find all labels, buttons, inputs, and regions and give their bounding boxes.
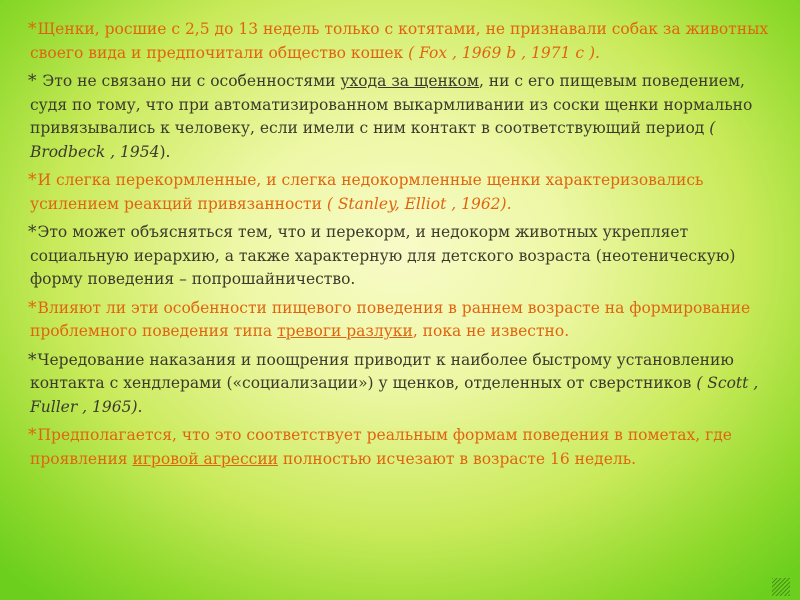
paragraph-text: Это не связано ни с особенностями	[37, 72, 341, 90]
paragraph-text: Влияют ли эти особенности пищевого поведения в раннем возрасте на формирование проблемного поведения типа	[30, 298, 751, 340]
bullet-asterisk-icon: *	[28, 349, 37, 370]
bullet-asterisk-icon: *	[28, 425, 37, 445]
citation: ( Scott , Fuller , 1965).	[30, 374, 759, 416]
paragraph-text: Это может объясняться тем, что и перекорм, и недокорм животных укрепляет социальную иерархию, а также характерную для детского возраста (неотеническую) форму поведения – попрошайничество.	[30, 223, 736, 288]
slide-text-body	[30, 18, 775, 476]
bullet-asterisk-icon: *	[28, 71, 37, 91]
paragraph-text: Щенки, росшие с 2,5 до 13 недель только с котятами, не признавали собак за животных своего вида и предпочитали общество кошек	[30, 20, 769, 62]
bullet-asterisk-icon: *	[28, 222, 37, 242]
bullet-asterisk-icon: *	[28, 19, 37, 39]
paragraph-text: , пока не известно.	[412, 322, 570, 340]
paragraph-3	[30, 169, 775, 216]
paragraph-text: Чередование наказания и поощрения приводит к наиболее быстрому установлению контакта с хендлерами («социализации») у щенков, отделенных от сверстников	[30, 350, 734, 392]
paragraph-5	[30, 297, 775, 344]
paragraph-text: И слегка перекормленные, и слегка недокормленные щенки характеризовались усилением реакций привязанности	[30, 171, 704, 213]
paragraph-text: Предполагается, что это соответствует реальным формам поведения в пометах, где проявления	[30, 426, 732, 468]
paragraph-2	[30, 70, 775, 164]
hyperlink-term[interactable]: тревоги разлуки	[277, 322, 413, 340]
citation: ( Stanley, Elliot , 1962).	[326, 194, 512, 213]
hyperlink-term[interactable]: игровой агрессии	[132, 449, 278, 468]
paragraph-4	[30, 221, 775, 292]
corner-pattern-icon	[772, 578, 790, 596]
bullet-asterisk-icon: *	[28, 170, 37, 190]
citation: ( Brodbeck , 1954	[30, 119, 716, 161]
paragraph-text: полностью исчезают в возрасте 16 недель.	[278, 449, 637, 468]
hyperlink-term[interactable]: ухода за щенком	[340, 72, 479, 90]
paragraph-6	[30, 349, 775, 420]
paragraph-text: , ни с его пищевым поведением, судя по тому, что при автоматизированном выкармливании из соски щенки нормально привязывались к человеку, если имели с ним контакт в соответствующий период	[30, 72, 753, 137]
citation: ( Fox , 1969 b , 1971 c ).	[408, 43, 600, 62]
paragraph-text: ).	[159, 142, 171, 161]
paragraph-7	[30, 424, 775, 471]
bullet-asterisk-icon: *	[28, 297, 37, 318]
paragraph-1	[30, 18, 775, 65]
